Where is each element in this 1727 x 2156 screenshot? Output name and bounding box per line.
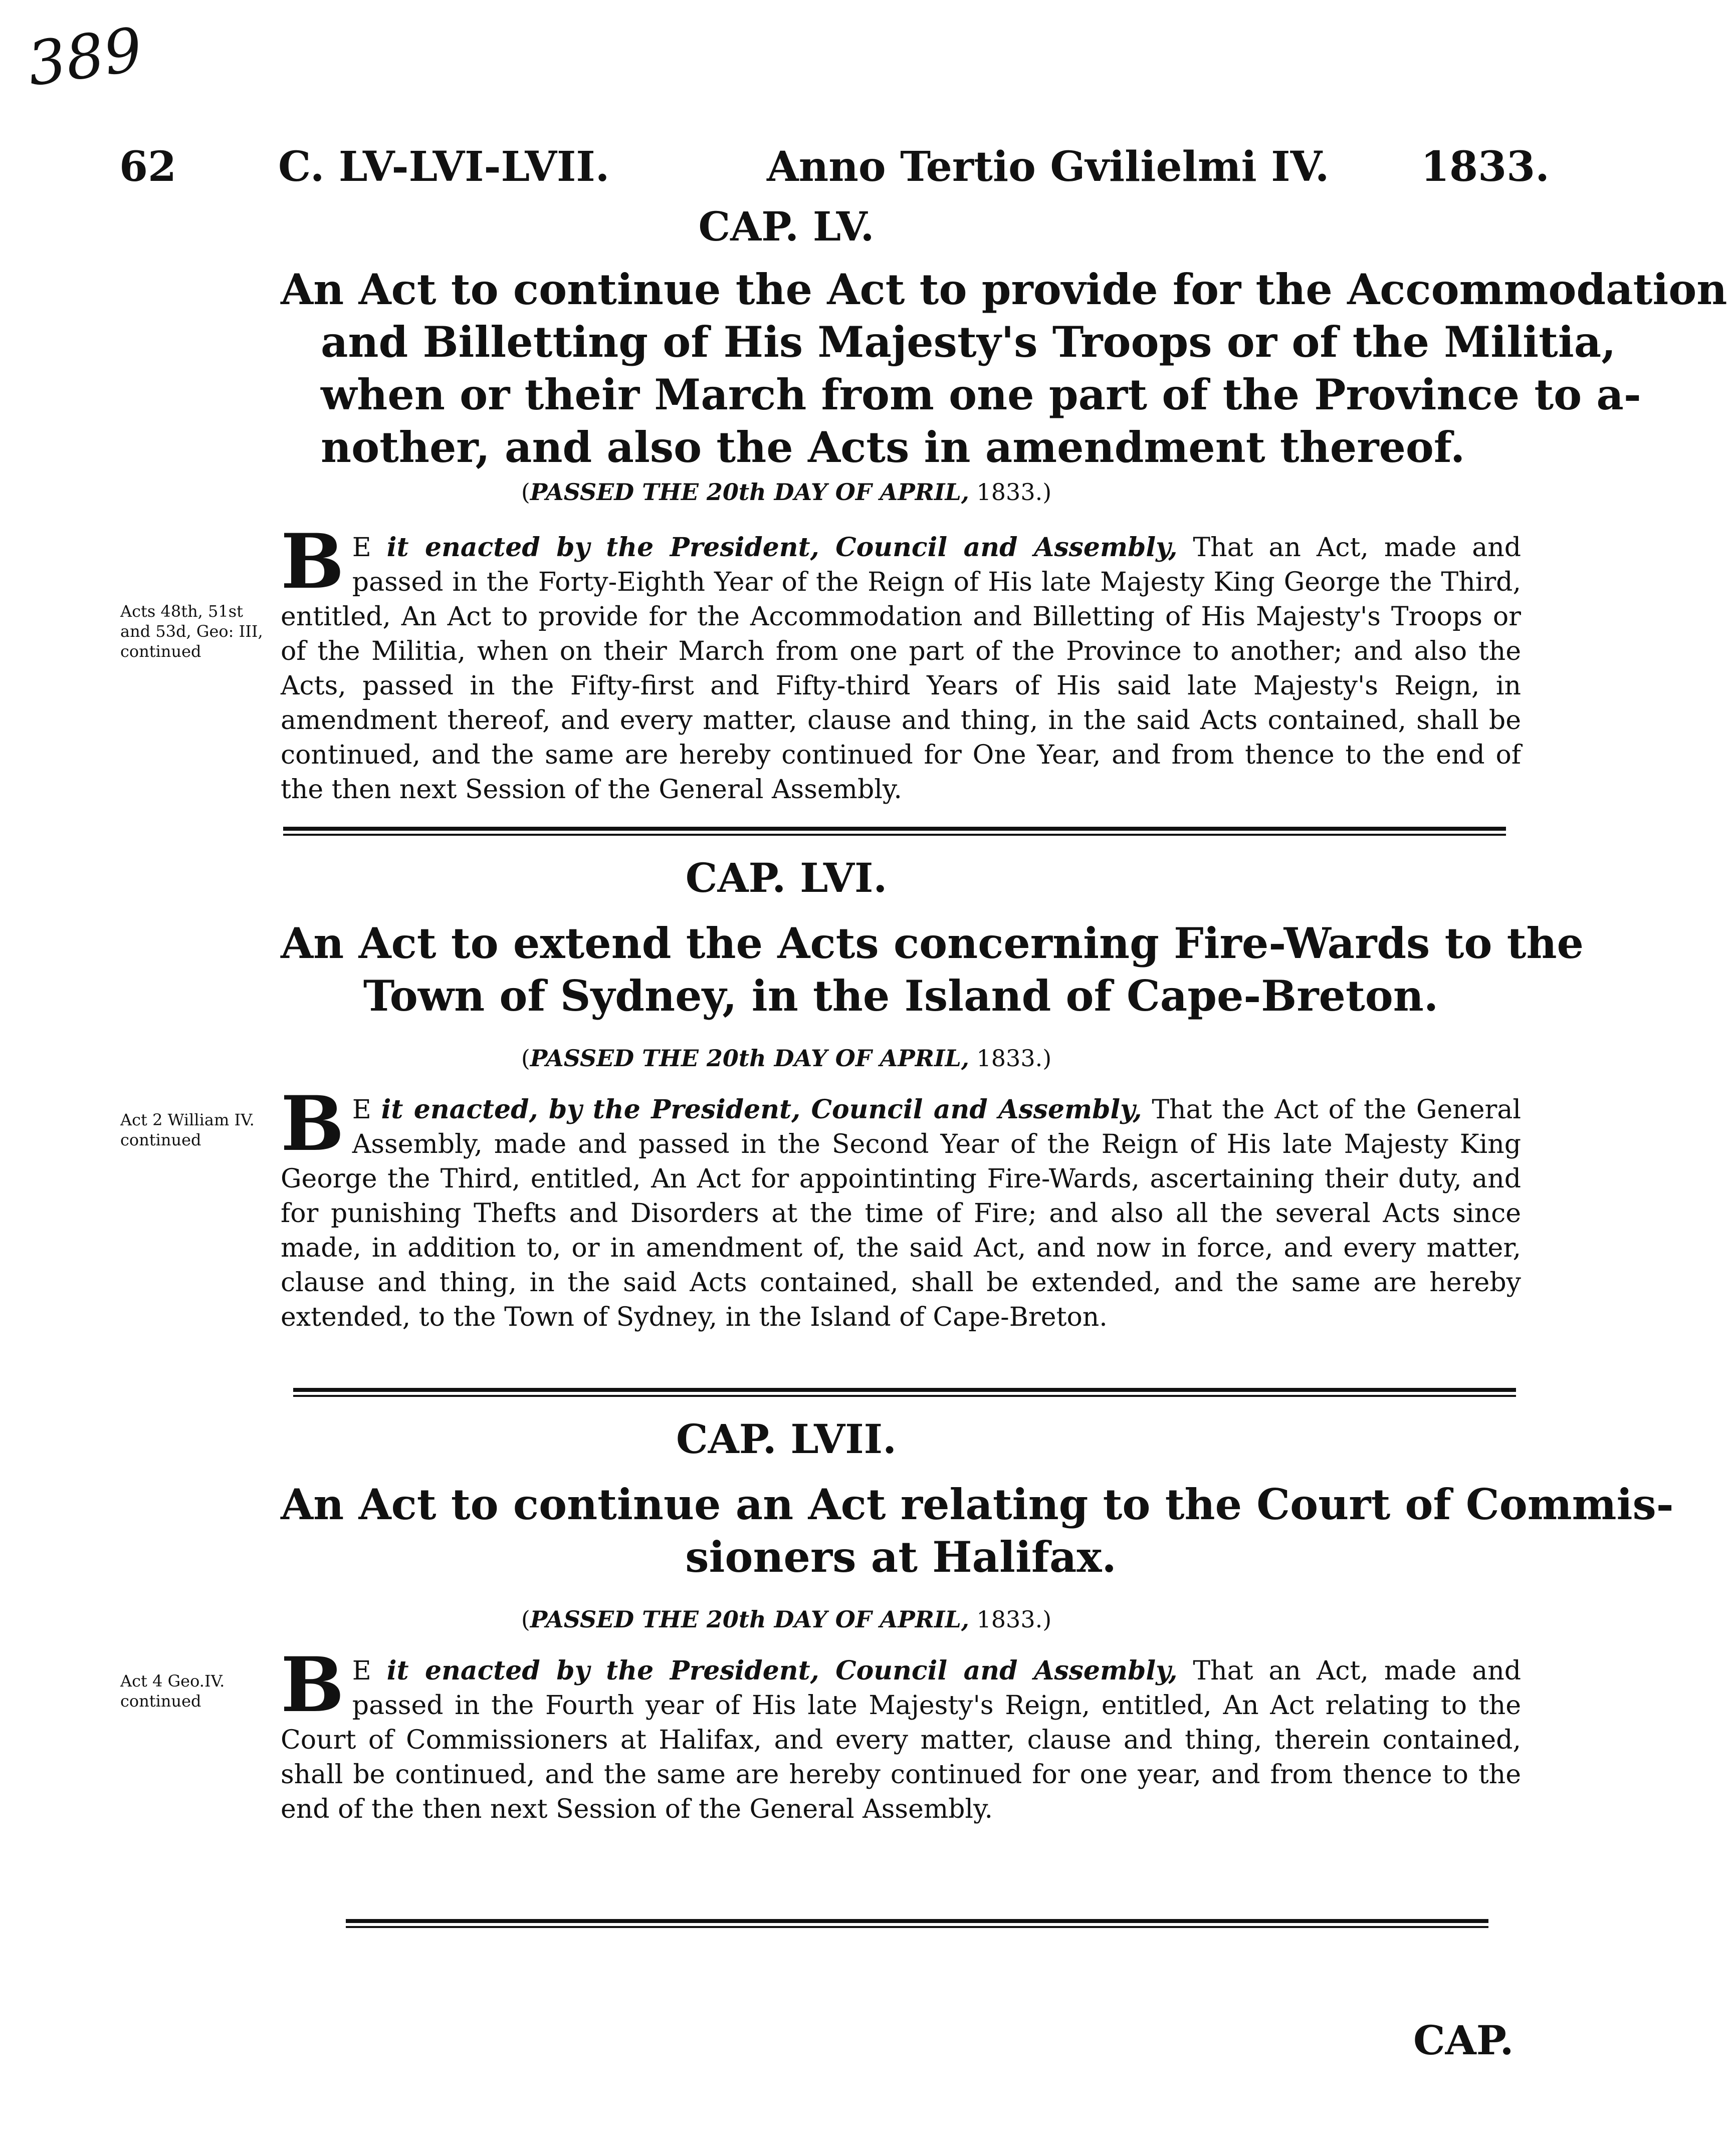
header-chapters: C. LV-LVI-LVII. [278, 143, 610, 191]
act-title [281, 1478, 1674, 1583]
handwritten-folio-number: 389 [23, 15, 147, 100]
title-line: An Act to continue the Act to provide for the Accommodation [281, 265, 1727, 314]
section-rule [346, 1919, 1488, 1928]
title-line: An Act to extend the Acts concerning Fire-Wards to the [281, 918, 1584, 968]
margin-note: Act 4 Geo.IV. continued [120, 1671, 225, 1711]
title-line: when or their March from one part of the Province to a- [321, 370, 1641, 419]
title-line: An Act to continue an Act relating to the Court of Commis- [281, 1480, 1674, 1529]
header-regnal-year: Anno Tertio Gvilielmi IV. [767, 143, 1330, 191]
margin-note: Act 2 William IV. continued [120, 1110, 255, 1149]
drop-cap: B [281, 1080, 344, 1168]
cap-heading: CAP. LVII. [676, 1415, 897, 1463]
act-title [281, 917, 1584, 1022]
page-number: 62 [119, 143, 177, 191]
section-rule [283, 827, 1506, 836]
act-body: B E it enacted, by the President, Council and Assembly, That the Act of the General Assembly, made and passed in the Second Year of the Reign of His late Majesty King George the Third, entitled, An Act for appointinting Fire-Wards, ascertaining their duty, and for punishing Thefts and Disorders at the time of Fire; and also all the several Acts since made, in addition to, or in amendment of, the said Act, and now in force, and every matter, clause and thing, in the said Acts contained, shall be extended, and the same are hereby extended, to the Town of Sydney, in the Island of Cape-Breton. [281, 1080, 1521, 1332]
act-body: B E it enacted by the President, Council and Assembly, That an Act, made and passed in the Forty-Eighth Year of the Reign of His late Majesty King George the Third, entitled, An Act to provide for the Accommodation and Billetting of His Majesty's Troops or of the Militia, when on their March from one part of the Province to another; and also the Acts, passed in the Fifty-first and Fifty-third Years of His said late Majesty's Reign, in amendment thereof, and every matter, clause and thing, in the said Acts contained, shall be continued, and the same are hereby continued for One Year, and from thence to the end of the then next Session of the General Assembly. [281, 518, 1521, 805]
title-line: and Billetting of His Majesty's Troops or of the Militia, [321, 317, 1616, 367]
act-title [281, 263, 1727, 473]
title-line: Town of Sydney, in the Island of Cape-Breton. [363, 971, 1439, 1021]
act-body: B E it enacted by the President, Council and Assembly, That an Act, made and passed in the Fourth year of His late Majesty's Reign, entitled, An Act relating to the Court of Commissioners at Halifax, and every matter, clause and thing, therein contained, shall be continued, and the same are hereby continued for one year, and from thence to the end of the then next Session of the General Assembly. [281, 1641, 1521, 1824]
drop-cap: B [281, 1641, 344, 1729]
cap-heading: CAP. LVI. [685, 854, 888, 901]
catchword: CAP. [1413, 2017, 1514, 2064]
passed-date: (PASSED THE 20th DAY OF APRIL, 1833.) [521, 478, 1052, 506]
cap-heading: CAP. LV. [698, 203, 875, 250]
section-rule [293, 1388, 1516, 1397]
margin-note: Acts 48th, 51st and 53d, Geo: III, continued [120, 602, 263, 661]
passed-date: (PASSED THE 20th DAY OF APRIL, 1833.) [521, 1045, 1052, 1072]
drop-cap: B [281, 518, 344, 606]
title-line: nother, and also the Acts in amendment thereof. [321, 422, 1465, 472]
passed-date: (PASSED THE 20th DAY OF APRIL, 1833.) [521, 1606, 1052, 1633]
header-year: 1833. [1421, 143, 1550, 191]
title-line: sioners at Halifax. [685, 1532, 1117, 1582]
